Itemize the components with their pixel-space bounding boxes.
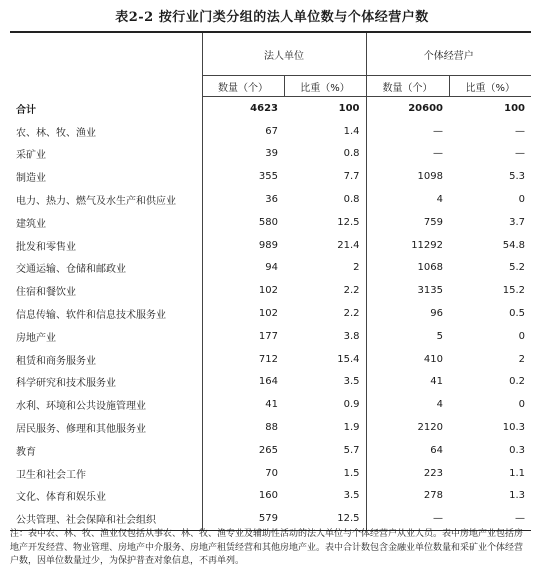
individual-share: 0.2 bbox=[509, 376, 525, 388]
legal-share: 2 bbox=[353, 262, 360, 274]
individual-share: 15.2 bbox=[502, 285, 525, 297]
individual-count: 96 bbox=[366, 302, 449, 325]
legal-share: 3.5 bbox=[343, 376, 360, 388]
table-row bbox=[10, 165, 531, 188]
table-row bbox=[10, 279, 531, 302]
legal-count: 265 bbox=[202, 439, 284, 462]
table-row bbox=[10, 439, 531, 462]
row-label: 住宿和餐饮业 bbox=[16, 287, 76, 299]
individual-count: 759 bbox=[366, 211, 449, 234]
individual-share: 2 bbox=[518, 353, 525, 365]
legal-count: 70 bbox=[202, 462, 284, 485]
row-label: 批发和零售业 bbox=[16, 241, 76, 253]
header-industry bbox=[10, 32, 202, 97]
legal-share: 5.7 bbox=[343, 444, 360, 456]
legal-count: 989 bbox=[202, 234, 284, 257]
table-row bbox=[10, 188, 531, 211]
individual-share: 0.5 bbox=[509, 308, 525, 320]
row-label: 水利、环境和公共设施管理业 bbox=[16, 401, 146, 413]
legal-share: 3.5 bbox=[343, 490, 360, 502]
legal-count: 36 bbox=[202, 188, 284, 211]
row-label: 文化、体育和娱乐业 bbox=[16, 492, 106, 504]
row-label: 租赁和商务服务业 bbox=[16, 355, 96, 367]
legal-count: 102 bbox=[202, 279, 284, 302]
individual-count: 64 bbox=[366, 439, 449, 462]
legal-count: 94 bbox=[202, 257, 284, 280]
legal-share: 12.5 bbox=[284, 507, 366, 530]
table-row bbox=[10, 371, 531, 394]
individual-count: 278 bbox=[366, 485, 449, 508]
data-table bbox=[10, 31, 531, 531]
row-label: 制造业 bbox=[16, 173, 46, 185]
row-label: 科学研究和技术服务业 bbox=[16, 378, 116, 390]
individual-share: 10.3 bbox=[502, 422, 525, 434]
legal-count: 102 bbox=[202, 302, 284, 325]
header-share-legal: 比重（%） bbox=[284, 76, 366, 97]
individual-count: — bbox=[366, 507, 449, 530]
legal-count: 39 bbox=[202, 143, 284, 166]
row-label: 教育 bbox=[16, 446, 36, 458]
individual-count: 410 bbox=[366, 348, 449, 371]
total-row bbox=[10, 97, 531, 120]
header-row-groups bbox=[10, 32, 531, 76]
individual-share: 5.3 bbox=[509, 171, 525, 183]
legal-count: 712 bbox=[202, 348, 284, 371]
header-individual-households: 个体经营户 bbox=[366, 32, 531, 76]
legal-count: 355 bbox=[202, 165, 284, 188]
table-row bbox=[10, 348, 531, 371]
row-label: 房地产业 bbox=[16, 332, 56, 344]
individual-count: 5 bbox=[366, 325, 449, 348]
individual-count: 1098 bbox=[366, 165, 449, 188]
row-label: 建筑业 bbox=[16, 218, 46, 230]
individual-share: 5.2 bbox=[509, 262, 525, 274]
row-label: 公共管理、社会保障和社会组织 bbox=[10, 507, 202, 530]
header-count-legal: 数量（个） bbox=[202, 76, 284, 97]
individual-count: 1068 bbox=[366, 257, 449, 280]
legal-share: 12.5 bbox=[337, 216, 360, 228]
table-row bbox=[10, 257, 531, 280]
individual-share: 0 bbox=[518, 194, 525, 206]
individual-share: 0.3 bbox=[509, 444, 525, 456]
header-legal-units: 法人单位 bbox=[202, 32, 366, 76]
individual-count: 2120 bbox=[366, 416, 449, 439]
row-label: 信息传输、软件和信息技术服务业 bbox=[16, 310, 166, 322]
table-title: 表2-2 按行业门类分组的法人单位数与个体经营户数 bbox=[115, 10, 429, 25]
legal-share: 2.2 bbox=[343, 285, 360, 297]
individual-count: 11292 bbox=[366, 234, 449, 257]
table-row bbox=[10, 302, 531, 325]
legal-share: 1.4 bbox=[343, 125, 360, 137]
table-note: 注：表中农、林、牧、渔业仅包括从事农、林、牧、渔专业及辅助性活动的法人单位与个体经营户从业人员。表中房地产业包括房地产开发经营、物业管理、房地产中介服务、房地产租赁经营和其他房地产业。表中合计数包含金融业单位数量和采矿业个体经营户数，因单位数量过少，为保护普查对象信息，不再单列。 bbox=[10, 529, 524, 566]
table-row bbox=[10, 462, 531, 485]
individual-share: — bbox=[449, 507, 531, 530]
row-label: 交通运输、仓储和邮政业 bbox=[16, 264, 126, 276]
individual-share: 0 bbox=[518, 330, 525, 342]
individual-count: 223 bbox=[366, 462, 449, 485]
legal-count: 579 bbox=[202, 507, 284, 530]
individual-share: — bbox=[515, 148, 525, 160]
legal-share: 21.4 bbox=[337, 239, 360, 251]
header-count-individual: 数量（个） bbox=[366, 76, 449, 97]
row-label: 居民服务、修理和其他服务业 bbox=[16, 424, 146, 436]
legal-count: 164 bbox=[202, 371, 284, 394]
individual-share: 3.7 bbox=[509, 216, 525, 228]
legal-share: 0.9 bbox=[343, 399, 360, 411]
table-row bbox=[10, 211, 531, 234]
legal-share: 100 bbox=[338, 102, 360, 114]
table-row bbox=[10, 393, 531, 416]
legal-share: 1.9 bbox=[343, 422, 360, 434]
table-body bbox=[10, 97, 531, 531]
legal-count: 67 bbox=[202, 120, 284, 143]
individual-share: 1.1 bbox=[509, 467, 525, 479]
table-row bbox=[10, 325, 531, 348]
legal-count: 4623 bbox=[202, 97, 284, 120]
legal-share: 7.7 bbox=[343, 171, 360, 183]
legal-share: 1.5 bbox=[343, 467, 360, 479]
individual-share: 1.3 bbox=[509, 490, 525, 502]
table-row bbox=[10, 485, 531, 508]
row-label: 合计 bbox=[16, 104, 36, 116]
individual-share: — bbox=[515, 125, 525, 137]
legal-share: 2.2 bbox=[343, 308, 360, 320]
individual-count: 41 bbox=[366, 371, 449, 394]
legal-share: 0.8 bbox=[343, 148, 360, 160]
legal-count: 177 bbox=[202, 325, 284, 348]
legal-share: 0.8 bbox=[343, 194, 360, 206]
row-label: 农、林、牧、渔业 bbox=[16, 127, 96, 139]
individual-count: — bbox=[366, 143, 449, 166]
header-share-individual: 比重（%） bbox=[449, 76, 531, 97]
table-row bbox=[10, 234, 531, 257]
individual-count: 4 bbox=[366, 188, 449, 211]
individual-count: — bbox=[366, 120, 449, 143]
legal-count: 88 bbox=[202, 416, 284, 439]
row-label: 电力、热力、燃气及水生产和供应业 bbox=[16, 196, 176, 208]
row-label: 卫生和社会工作 bbox=[16, 469, 86, 481]
legal-count: 41 bbox=[202, 393, 284, 416]
legal-share: 15.4 bbox=[337, 353, 360, 365]
table-row bbox=[10, 416, 531, 439]
individual-count: 3135 bbox=[366, 279, 449, 302]
legal-count: 160 bbox=[202, 485, 284, 508]
legal-count: 580 bbox=[202, 211, 284, 234]
table-row bbox=[10, 120, 531, 143]
individual-count: 4 bbox=[366, 393, 449, 416]
individual-share: 100 bbox=[504, 102, 525, 114]
row-label: 采矿业 bbox=[16, 150, 46, 162]
legal-share: 3.8 bbox=[343, 330, 360, 342]
individual-share: 54.8 bbox=[502, 239, 525, 251]
individual-share: 0 bbox=[518, 399, 525, 411]
table-row bbox=[10, 143, 531, 166]
individual-count: 20600 bbox=[366, 97, 449, 120]
